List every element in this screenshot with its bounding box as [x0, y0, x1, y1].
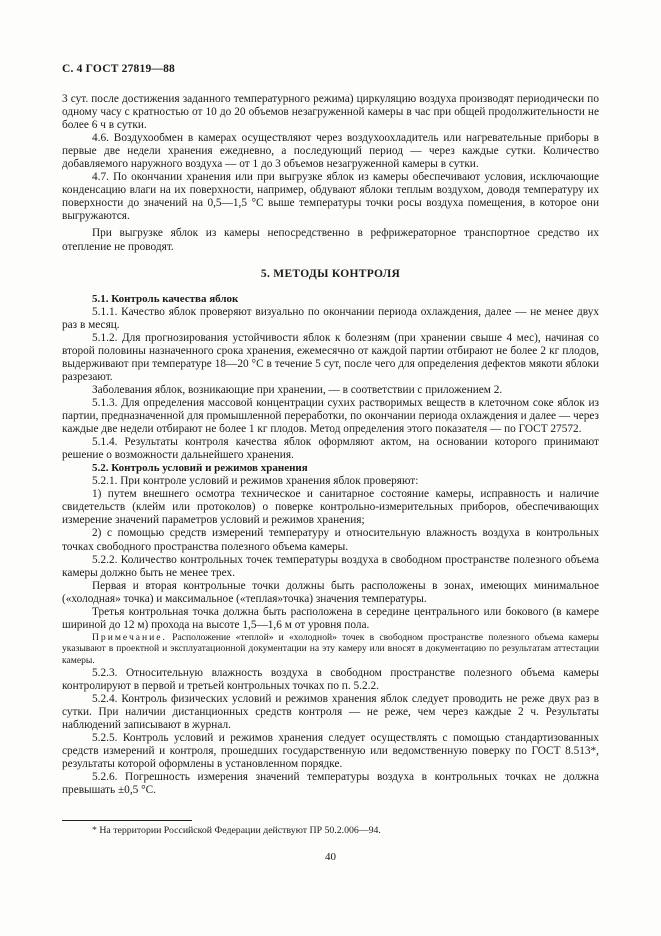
paragraph-5-2-3: 5.2.3. Относительную влажность воздуха в свободном пространстве полезного объема камеры контролируют в первой и третьей контрольных точках по п. 5.2.2. — [62, 666, 599, 692]
page-header: С. 4 ГОСТ 27819—88 — [62, 63, 175, 75]
document-body — [62, 93, 599, 797]
page-number: 40 — [325, 851, 336, 863]
subsection-title-5-1: 5.1. Контроль качества яблок — [92, 292, 239, 305]
paragraph-5-1-4: 5.1.4. Результаты контроля качества яблок оформляют актом, на основании которого принимают решение о возможности дальнейшего хранения. — [62, 436, 599, 462]
footnote: * На территории Российской Федерации действуют ПР 50.2.006—94. — [92, 825, 381, 836]
paragraph: Заболевания яблок, возникающие при хранении, — в соответствии с приложением 2. — [92, 383, 503, 396]
footnote-divider — [62, 820, 192, 821]
list-item: 1) путем внешнего осмотра техническое и санитарное состояние камеры, исправность и наличие свидетельств (клейм или протоколов) о поверке контрольно-измерительных приборов, обеспечивающих измерение значений параметров условий и режимов хранения; — [62, 488, 599, 527]
paragraph-5-1-1: 5.1.1. Качество яблок проверяют визуально по окончании периода охлаждения, далее — не менее двух раз в месяц. — [62, 305, 599, 331]
paragraph-5-2-2: 5.2.2. Количество контрольных точек температуры воздуха в свободном пространстве полезного объема камеры должно быть не менее трех. — [62, 553, 599, 579]
paragraph-5-2-1: 5.2.1. При контроле условий и режимов хранения яблок проверяют: — [92, 475, 419, 488]
paragraph-5-2-5: 5.2.5. Контроль условий и режимов хранения следует осуществлять с помощью стандартизованных средств измерений и контроля, прошедших государственную или ведомственную поверку по ГОСТ 8.513*, результаты которой оформлены в установленном порядке. — [62, 731, 599, 770]
paragraph-4-6: 4.6. Воздухообмен в камерах осуществляют через воздухоохладитель или нагревательные приборы в первые две недели хранения ежедневно, а последующий период — через каждые сутки. Количество добавляемого наружного воздуха — от 1 до 3 объемов незагруженной камеры в сутки. — [62, 132, 599, 171]
note — [62, 632, 599, 667]
paragraph-5-1-3: 5.1.3. Для определения массовой концентрации сухих растворимых веществ в клеточном соке яблок из партии, предназначенной для промышленной переработки, по окончании периода охлаждения и далее — через каждые две недели отбирают не более 1 кг плодов. Метод определения этого показателя — по ГОСТ 27572. — [62, 396, 599, 436]
note-label: Примечание. — [92, 631, 167, 643]
paragraph-5-2-6: 5.2.6. Погрешность измерения значений температуры воздуха в контрольных точках не должна превышать ±0,5 °С. — [62, 770, 599, 797]
paragraph: Первая и вторая контрольные точки должны быть расположены в зонах, имеющих минимальное («холодная» точка) и максимальное («теплая»точка) значения температуры. — [62, 579, 599, 605]
paragraph-4-7: 4.7. По окончании хранения или при выгрузке яблок из камеры обеспечивают условия, исключающие конденсацию влаги на их поверхности, например, обдувают яблоки теплым воздухом, доводя температуру их поверхности до значений на 0,5—1,5 °С выше температуры точки росы воздуха помещения, в которое они выгружаются. — [62, 171, 599, 223]
paragraph: При выгрузке яблок из камеры непосредственно в рефрижераторное транспортное средство их отепление не проводят. — [62, 227, 599, 253]
subsection-title-5-2: 5.2. Контроль условий и режимов хранения — [92, 462, 308, 475]
section-title: 5. МЕТОДЫ КОНТРОЛЯ — [260, 267, 401, 280]
paragraph-5-1-2: 5.1.2. Для прогнозирования устойчивости яблок к болезням (при хранении свыше 4 мес), начиная со второй половины назначенного срока хранения, ежемесячно от каждой партии отбирают не более 2 кг плодов, выдерживают при температуре 18—20 °С в течение 5 сут, после чего для определения дефектов мякоти яблоки разрезают. — [62, 331, 599, 383]
paragraph: 3 сут. после достижения заданного температурного режима) циркуляцию воздуха производят периодически по одному часу с кратностью от 10 до 20 объемов незагруженной камеры в час при общей продолжительности не более 6 ч в сутки. — [62, 93, 599, 132]
paragraph: Третья контрольная точка должна быть расположена в середине центрального или бокового (в камере шириной до 12 м) прохода на высоте 1,5—1,6 м от уровня пола. — [62, 605, 599, 631]
list-item: 2) с помощью средств измерений температуру и относительную влажность воздуха в контрольных точках свободного пространства полезного объема камеры. — [62, 527, 599, 553]
note-text: Расположение «теплой» и «холодной» точек в свободном пространстве полезного объема камеры указывают в проектной и эксплуатационной документации на эту камеру или вносят в документацию по результатам аттестации камеры. — [62, 631, 599, 667]
paragraph-5-2-4: 5.2.4. Контроль физических условий и режимов хранения яблок следует проводить не реже двух раз в сутки. При наличии дистанционных средств контроля — не реже, чем через каждые 2 ч. Результаты наблюдений записывают в журнал. — [62, 692, 599, 731]
